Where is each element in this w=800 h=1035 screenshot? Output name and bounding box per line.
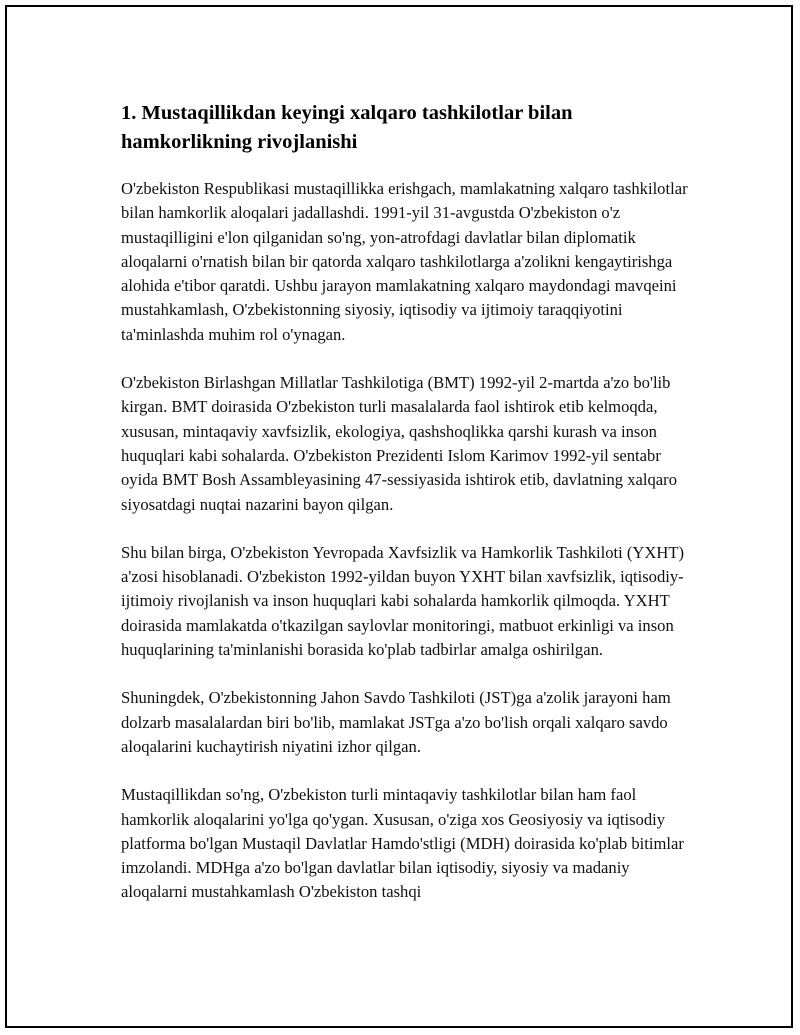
document-body	[121, 99, 699, 905]
paragraph-osce: Shu bilan birga, O'zbekiston Yevropada Xavfsizlik va Hamkorlik Tashkiloti (YXHT) a'zosi hisoblanadi. O'zbekiston 1992-yildan buyon YXHT bilan xavfsizlik, iqtisodiy-ijtimoiy rivojlanish va inson huquqlari kabi sohalarda hamkorlik qilmoqda. YXHT doirasida mamlakatda o'tkazilgan saylovlar monitoringi, matbuot erkinligi va inson huquqlarining ta'minlanishi borasida ko'plab tadbirlar amalga oshirilgan.	[121, 542, 685, 660]
paragraph-independence: O'zbekiston Respublikasi mustaqillikka erishgach, mamlakatning xalqaro tashkilotlar bilan hamkorlik aloqalari jadallashdi. 1991-yil 31-avgustda O'zbekiston o'z mustaqilligini e'lon qilganidan so'ng, yon-atrofdagi davlatlar bilan diplomatik aloqalarni o'rnatish bilan bir qatorda xalqaro tashkilotlarga a'zolikni kengaytirishga alohida e'tibor qaratdi. Ushbu jarayon mamlakatning xalqaro maydondagi mavqeini mustahkamlash, O'zbekistonning siyosiy, iqtisodiy va ijtimoiy taraqqiyotini ta'minlashda muhim rol o'ynagan.	[121, 179, 688, 344]
paragraph-cis: Mustaqillikdan so'ng, O'zbekiston turli mintaqaviy tashkilotlar bilan ham faol hamkorlik aloqalarini yo'lga qo'ygan. Xususan, o'ziga xos Geosiyosiy va iqtisodiy platforma bo'lgan Mustaqil Davlatlar Hamdo'stligi (MDH) doirasida ko'plab bitimlar imzolandi. MDHga a'zo bo'lgan davlatlar bilan iqtisodiy, siyosiy va madaniy aloqalarni mustahkamlash O'zbekiston tashqi	[121, 785, 684, 902]
section-heading: 1. Mustaqillikdan keyingi xalqaro tashkilotlar bilan hamkorlikning rivojlanishi	[121, 102, 573, 153]
paragraph-wto: Shuningdek, O'zbekistonning Jahon Savdo Tashkiloti (JST)ga a'zolik jarayoni ham dolzarb masalalardan biri bo'lib, mamlakat JSTga a'zo bo'lish orqali xalqaro savdo aloqalarini kuchaytirish niyatini izhor qilgan.	[121, 688, 671, 756]
page-frame	[5, 5, 793, 1028]
paragraph-un: O'zbekiston Birlashgan Millatlar Tashkilotiga (BMT) 1992-yil 2-martda a'zo bo'lib kirgan. BMT doirasida O'zbekiston turli masalalarda faol ishtirok etib kelmoqda, xususan, mintaqaviy xavfsizlik, ekologiya, qashshoqlikka qarshi kurash va inson huquqlari kabi sohalarda. O'zbekiston Prezidenti Islom Karimov 1992-yil sentabr oyida BMT Bosh Assambleyasining 47-sessiyasida ishtirok etib, davlatning xalqaro siyosatdagi nuqtai nazarini bayon qilgan.	[121, 373, 677, 514]
